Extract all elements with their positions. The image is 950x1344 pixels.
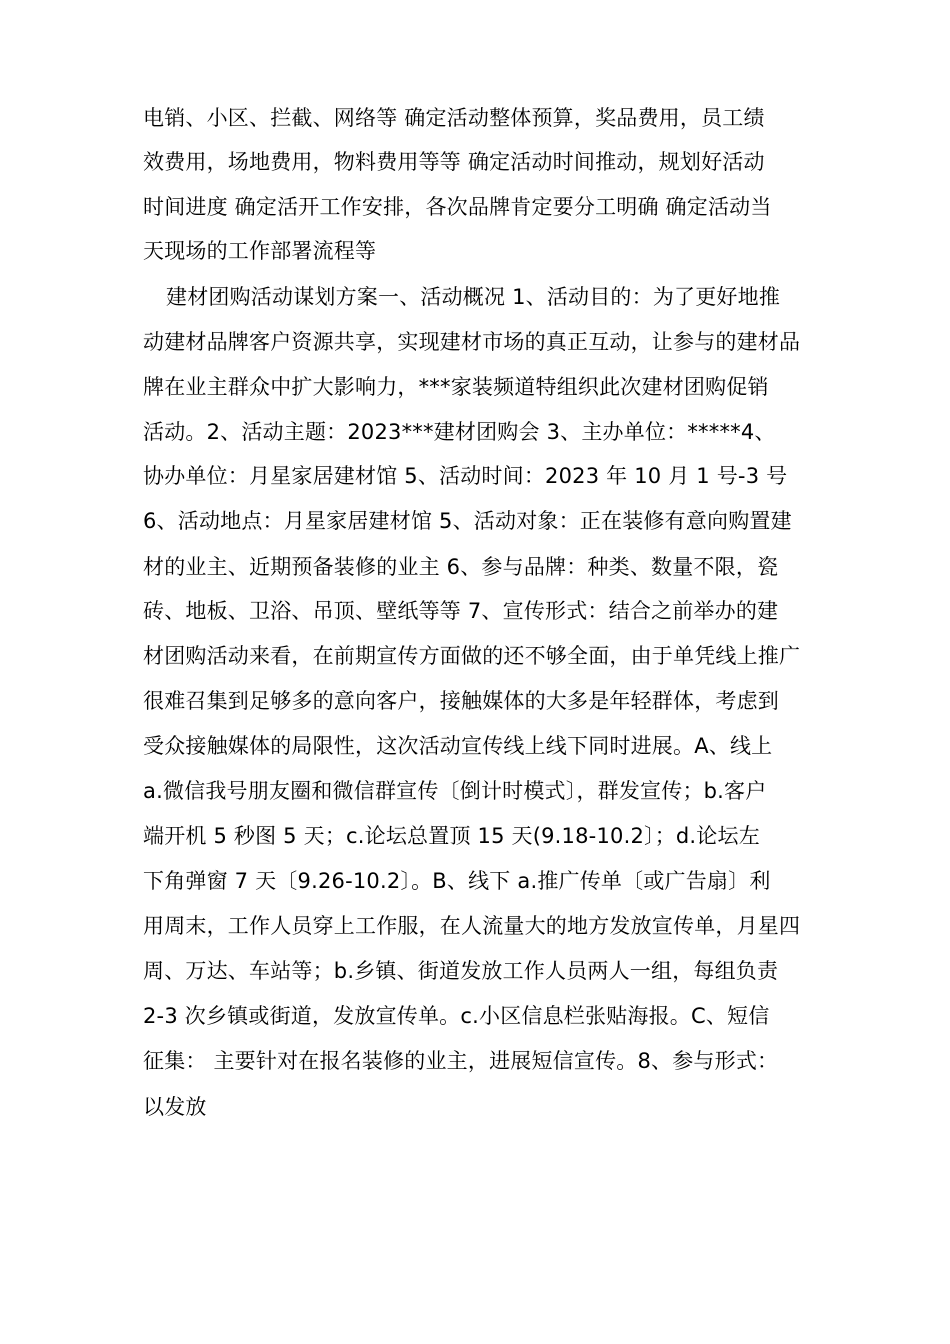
paragraph-2-line-7: 材的业主、近期预备装修的业主 6、参与品牌：种类、数量不限，瓷 xyxy=(143,555,779,579)
paragraph-2-line-17: 2-3 次乡镇或街道，发放宣传单。c.小区信息栏张贴海报。C、短信 xyxy=(143,1004,770,1028)
paragraph-1-line-2: 效费用，场地费用，物料费用等等 确定活动时间推动，规划好活动 xyxy=(143,150,765,174)
paragraph-2-line-5: 协办单位：月星家居建材馆 5、活动时间：2023 年 10 月 1 号-3 号 xyxy=(143,464,788,488)
paragraph-2-line-2: 动建材品牌客户资源共享，实现建材市场的真正互动，让参与的建材品 xyxy=(143,330,801,354)
paragraph-2-line-13: 端开机 5 秒图 5 天；c.论坛总置顶 15 天(9.18-10.2〕；d.论坛左 xyxy=(143,824,760,848)
paragraph-1-line-3: 时间进度 确定活开工作安排，各次品牌肯定要分工明确 确定活动当 xyxy=(143,195,772,219)
paragraph-2-line-11: 受众接触媒体的局限性，这次活动宣传线上线下同时进展。A、线上 xyxy=(143,734,773,758)
paragraph-2-line-12: a.微信我号朋友圈和微信群宣传〔倒计时模式〕，群发宣传；b.客户 xyxy=(143,779,767,803)
paragraph-2-line-18: 征集： 主要针对在报名装修的业主，进展短信宣传。8、参与形式： xyxy=(143,1049,779,1073)
paragraph-2-line-3: 牌在业主群众中扩大影响力，***家装频道特组织此次建材团购促销 xyxy=(143,375,769,399)
paragraph-2-line-8: 砖、地板、卫浴、吊顶、壁纸等等 7、宣传形式：结合之前举办的建 xyxy=(143,599,779,623)
paragraph-2-line-9: 材团购活动来看，在前期宣传方面做的还不够全面，由于单凭线上推广 xyxy=(143,644,801,668)
paragraph-2-line-6: 6、活动地点：月星家居建材馆 5、活动对象：正在装修有意向购置建 xyxy=(143,509,792,533)
paragraph-2-line-14: 下角弹窗 7 天〔9.26-10.2〕。B、线下 a.推广传单〔或广告扇〕利 xyxy=(143,869,771,893)
paragraph-2-line-1: 建材团购活动谋划方案一、活动概况 1、活动目的：为了更好地推 xyxy=(166,285,781,309)
paragraph-2-line-15: 用周末，工作人员穿上工作服，在人流量大的地方发放宣传单，月星四 xyxy=(143,914,801,938)
paragraph-2-line-4: 活动。2、活动主题：2023***建材团购会 3、主办单位：*****4、 xyxy=(143,420,776,444)
paragraph-1-line-4: 天现场的工作部署流程等 xyxy=(143,239,377,263)
paragraph-2-line-19: 以发放 xyxy=(143,1095,207,1119)
paragraph-2-line-16: 周、万达、车站等；b.乡镇、街道发放工作人员两人一组，每组负责 xyxy=(143,959,779,983)
paragraph-1-line-1: 电销、小区、拦截、网络等 确定活动整体预算，奖品费用，员工绩 xyxy=(143,106,765,130)
paragraph-2-line-10: 很难召集到足够多的意向客户，接触媒体的大多是年轻群体，考虑到 xyxy=(143,689,779,713)
